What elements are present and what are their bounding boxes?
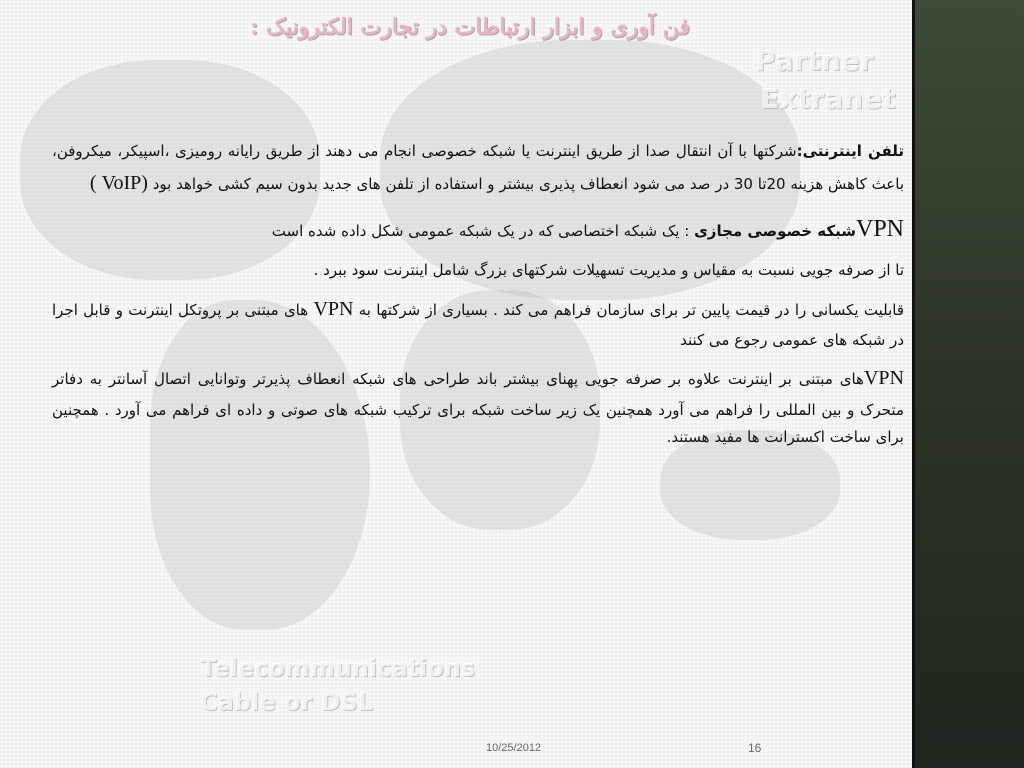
background-word-extranet: Extranet xyxy=(760,82,896,115)
paragraph-vpn-capability xyxy=(52,291,904,355)
term-vpn: VPN xyxy=(863,367,904,390)
slide-body xyxy=(52,138,904,457)
paragraph-text: تا از صرفه جویی نسبت به مقیاس و مدیریت تسهیلات شرکتهای بزرگ شامل اینترنت سود ببرد . xyxy=(313,261,904,280)
background-word-telecommunications: Telecommunications xyxy=(200,654,476,682)
background-word-cable: Cable or DSL xyxy=(200,688,374,716)
background-word-partner: Partner xyxy=(755,44,874,77)
paragraph-text: قابلیت یکسانی را در قیمت پایین تر برای سازمان فراهم می کند . بسیاری از شرکتها به xyxy=(358,300,904,319)
paragraph-vpn-definition xyxy=(52,208,904,252)
term-vpn: VPN xyxy=(855,215,904,242)
footer-date: 10/25/2012 xyxy=(486,742,542,754)
term-internet-telephony: تلفن اینترنتی: xyxy=(796,142,904,160)
paragraph-internet-vpn xyxy=(52,360,904,451)
term-virtual-private-network: شبکه خصوصی مجازی xyxy=(694,221,856,240)
paragraph-vpn-benefit xyxy=(52,257,904,284)
decorative-sidebar xyxy=(912,0,1024,768)
paragraph-text: های مبتنی بر پروتکل اینترنت و قابل اجرا در شبکه های عمومی رجوع می کنند xyxy=(52,300,904,350)
footer-page-number: 16 xyxy=(748,741,762,755)
paragraph-internet-telephony xyxy=(52,138,904,202)
term-vpn: VPN xyxy=(313,297,354,320)
paragraph-text: های مبتنی بر اینترنت علاوه بر صرفه جویی پهنای بیشتر باند طراحی های شبکه انعطاف پذیرتر وتوانایی اتصال آسانتر به دفاتر متحرک و بین المللی را فراهم می آورد همچنین یک زیر ساخت شبکه برای ترکیب شبکه های صوتی و داده ای فراهم می آورد . همچنین برای ساخت اکسترانت ها مفید هستند. xyxy=(52,370,904,447)
slide-title: فن آوری و ابزار ارتباطات در تجارت الکترونیک : xyxy=(250,14,690,40)
paragraph-text: شرکتها با آن انتقال صدا از طریق اینترنت یا شبکه خصوصی انجام می دهند از طریق رایانه رومیزی ،اسپیکر، میکروفن، باعث کاهش هزینه 20تا 30 در صد می شود انعطاف پذیری بیشتر و استفاده از تلفن های جدید بدون سیم کشی خواهد بود xyxy=(52,142,904,194)
sidebar-edge xyxy=(912,0,915,768)
paragraph-text: : یک شبکه اختصاصی که در یک شبکه عمومی شکل داده شده است xyxy=(271,221,690,240)
term-voip: (VoIP ) xyxy=(89,172,148,195)
